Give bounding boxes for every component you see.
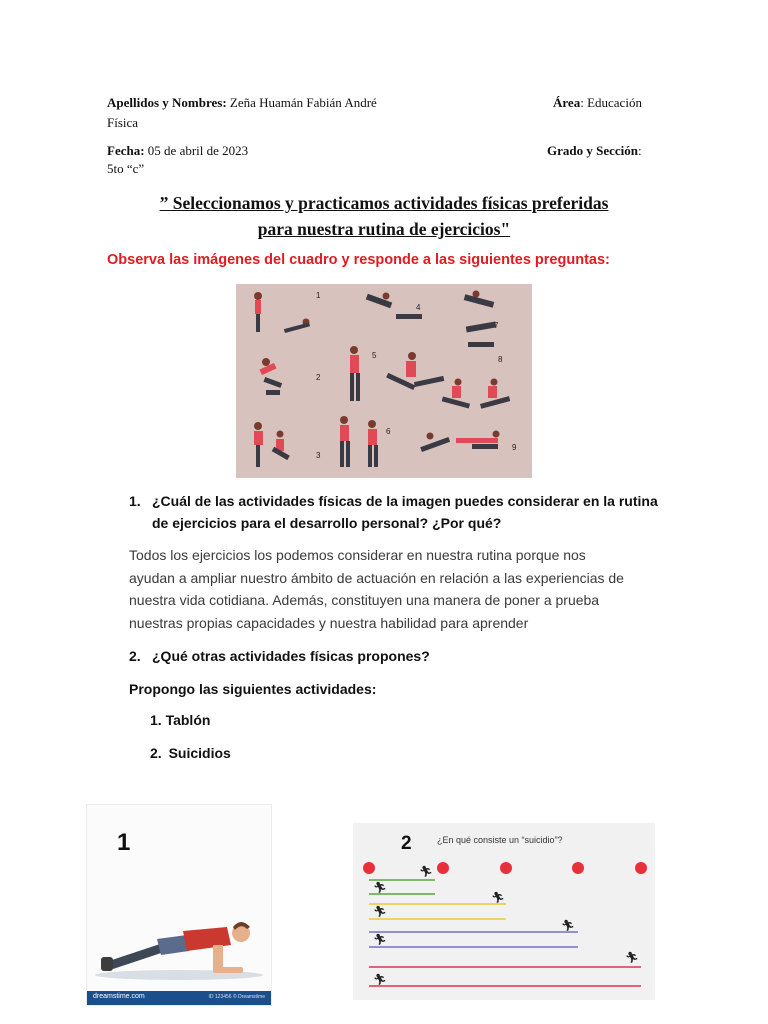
drill-lanes — [369, 880, 641, 986]
q2-text: ¿Qué otras actividades físicas propones? — [152, 648, 430, 664]
collage-number: 9 — [512, 443, 517, 452]
list-item-number: 1. — [150, 712, 162, 728]
answer-2-intro: Propongo las siguientes actividades: — [129, 681, 377, 697]
grade-label: Grado y Sección — [547, 143, 638, 158]
collage-number: 4 — [416, 303, 421, 312]
grade-field — [547, 140, 642, 161]
date-label: Fecha: — [107, 143, 145, 158]
plank-figure — [86, 804, 272, 1006]
answer-1-line: nuestras propias capacidades y nuestra habilidad para aprender — [129, 614, 529, 631]
name-value: Zeña Huamán Fabián André — [229, 95, 377, 110]
collage-number: 3 — [316, 451, 321, 460]
watermark-left: dreamstime.com — [93, 993, 145, 1000]
q1-number: 1. — [129, 493, 141, 509]
plank-illustration — [87, 865, 271, 1005]
collage-number: 6 — [386, 427, 391, 436]
collage-number: 7 — [494, 321, 499, 330]
answer-1 — [129, 544, 669, 634]
area-field — [553, 92, 642, 113]
grade-colon: : — [638, 143, 642, 158]
q1-text — [152, 490, 682, 534]
watermark-bar — [87, 991, 271, 1005]
answer-1-line: Todos los ejercicios los podemos considerar en nuestra rutina porque nos — [129, 547, 586, 563]
instruction: Observa las imágenes del cuadro y responde a las siguientes preguntas: — [107, 252, 610, 268]
svg-text:🏃︎: 🏃︎ — [625, 951, 639, 964]
list-item-text: Suicidios — [168, 745, 231, 761]
title-line-1: ” Seleccionamos y practicamos actividades físicas preferidas — [159, 193, 609, 213]
collage-number: 1 — [316, 291, 321, 300]
watermark-right: ID 123456 © Dreamstime — [208, 994, 265, 1000]
answer-1-line: nuestra vida cotidiana. Además, constituyen una manera de poner a prueba — [129, 592, 600, 608]
q1-line-1: ¿Cuál de las actividades físicas de la imagen puedes considerar en la rutina — [152, 493, 658, 509]
cone-dot — [635, 862, 647, 874]
svg-text:🏃︎: 🏃︎ — [373, 905, 387, 918]
date-value: 05 de abril de 2023 — [147, 143, 249, 158]
figure-2-title: ¿En qué consiste un “suicidio”? — [437, 835, 563, 845]
cone-dot — [572, 862, 584, 874]
exercise-collage — [236, 284, 532, 478]
runner-icon — [373, 865, 639, 986]
suicide-drill-figure — [353, 823, 655, 1000]
q2-number: 2. — [129, 648, 141, 664]
collage-number: 2 — [316, 373, 321, 382]
area-colon: : — [580, 95, 584, 110]
cone-dot — [437, 862, 449, 874]
figure-2-number: 2 — [401, 833, 412, 854]
list-item — [150, 742, 231, 764]
area-value-cont: Física — [107, 115, 139, 130]
area-value: Educación — [587, 95, 642, 110]
figure-1-number: 1 — [117, 829, 131, 856]
collage-number: 5 — [372, 351, 377, 360]
svg-text:🏃︎: 🏃︎ — [561, 919, 575, 932]
collage-number: 8 — [498, 355, 503, 364]
svg-text:🏃︎: 🏃︎ — [373, 973, 387, 986]
area-label: Área — [553, 95, 581, 110]
cone-dot — [363, 862, 375, 874]
q1-line-2: de ejercicios para el desarrollo personal? ¿Por qué? — [152, 515, 502, 531]
name-label: Apellidos y Nombres: — [107, 95, 227, 110]
svg-text:🏃︎: 🏃︎ — [373, 881, 387, 894]
list-item-number: 2. — [150, 745, 162, 761]
list-item-text: Tablón — [165, 712, 211, 728]
title-line-2: para nuestra rutina de ejercicios" — [257, 219, 511, 239]
answer-1-line: ayudan a ampliar nuestro ámbito de actuación en relación a las experiencias de — [129, 569, 624, 586]
svg-text:🏃︎: 🏃︎ — [419, 865, 433, 878]
grade-value: 5to “c” — [107, 161, 145, 176]
cone-dot — [500, 862, 512, 874]
drill-diagram — [353, 823, 655, 1000]
exercise-figures — [236, 284, 532, 478]
svg-text:🏃︎: 🏃︎ — [491, 891, 505, 904]
svg-text:🏃︎: 🏃︎ — [373, 933, 387, 946]
list-item — [150, 709, 210, 731]
